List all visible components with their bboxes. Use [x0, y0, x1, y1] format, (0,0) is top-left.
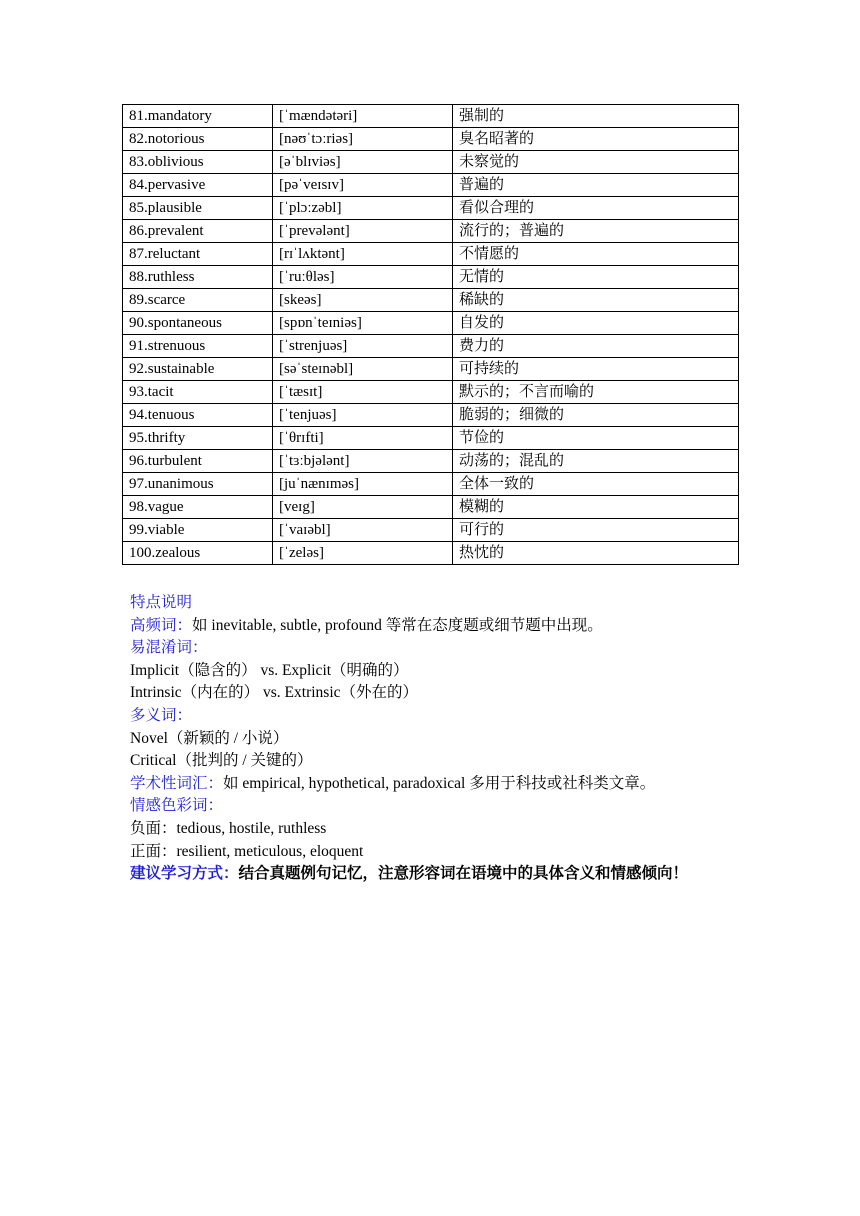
phonetic-cell: [ˈplɔːzəbl]	[273, 197, 453, 220]
table-row	[123, 404, 739, 427]
confusable-label: 易混淆词：	[130, 639, 208, 657]
phonetic-cell: [veɪg]	[273, 496, 453, 519]
negative-words: 负面：tedious, hostile, ruthless	[130, 819, 327, 837]
phonetic-cell: [səˈsteɪnəbl]	[273, 358, 453, 381]
table-row	[123, 220, 739, 243]
table-row	[123, 174, 739, 197]
notes-heading: 特点说明	[130, 594, 193, 611]
table-row	[123, 128, 739, 151]
table-row	[123, 542, 739, 565]
meaning-cell: 臭名昭著的	[453, 128, 739, 151]
notes-section	[130, 592, 750, 886]
table-row	[123, 289, 739, 312]
advice-note	[130, 863, 750, 886]
table-row	[123, 312, 739, 335]
positive-words: 正面：resilient, meticulous, eloquent	[130, 842, 364, 860]
polysemy-label: 多义词：	[130, 706, 193, 724]
word-cell: 93.tacit	[123, 381, 273, 404]
meaning-cell: 流行的；普遍的	[453, 220, 739, 243]
phonetic-cell: [əˈblɪviəs]	[273, 151, 453, 174]
phonetic-cell: [skeəs]	[273, 289, 453, 312]
polysemy-example-1: Novel（新颖的 / 小说）	[130, 729, 289, 747]
meaning-cell: 默示的；不言而喻的	[453, 381, 739, 404]
phonetic-cell: [rɪˈlʌktənt]	[273, 243, 453, 266]
table-row	[123, 381, 739, 404]
meaning-cell: 热忱的	[453, 542, 739, 565]
phonetic-cell: [spɒnˈteɪniəs]	[273, 312, 453, 335]
advice-label: 建议学习方式：	[130, 865, 239, 883]
table-row	[123, 243, 739, 266]
meaning-cell: 脆弱的；细微的	[453, 404, 739, 427]
word-cell: 86.prevalent	[123, 220, 273, 243]
meaning-cell: 普遍的	[453, 174, 739, 197]
phonetic-cell: [juˈnænɪməs]	[273, 473, 453, 496]
phonetic-cell: [nəʊˈtɔːriəs]	[273, 128, 453, 151]
word-cell: 97.unanimous	[123, 473, 273, 496]
word-cell: 96.turbulent	[123, 450, 273, 473]
meaning-cell: 无情的	[453, 266, 739, 289]
word-cell: 88.ruthless	[123, 266, 273, 289]
meaning-cell: 动荡的；混乱的	[453, 450, 739, 473]
word-cell: 90.spontaneous	[123, 312, 273, 335]
table-row	[123, 427, 739, 450]
confusable-pair-2: Intrinsic（内在的） vs. Extrinsic（外在的）	[130, 684, 419, 702]
table-row	[123, 496, 739, 519]
emotion-label: 情感色彩词：	[130, 797, 224, 815]
table-row	[123, 151, 739, 174]
table-row	[123, 473, 739, 496]
phonetic-cell: [ˈmændətəri]	[273, 105, 453, 128]
meaning-cell: 模糊的	[453, 496, 739, 519]
phonetic-cell: [ˈtɜːbjələnt]	[273, 450, 453, 473]
meaning-cell: 费力的	[453, 335, 739, 358]
meaning-cell: 可行的	[453, 519, 739, 542]
table-row	[123, 358, 739, 381]
meaning-cell: 自发的	[453, 312, 739, 335]
phonetic-cell: [ˈzeləs]	[273, 542, 453, 565]
phonetic-cell: [pəˈveɪsɪv]	[273, 174, 453, 197]
word-cell: 95.thrifty	[123, 427, 273, 450]
high-frequency-text: 如 inevitable, subtle, profound 等常在态度题或细节题中出现。	[192, 616, 603, 634]
word-cell: 99.viable	[123, 519, 273, 542]
table-row	[123, 105, 739, 128]
confusable-pair-1: Implicit（隐含的） vs. Explicit（明确的）	[130, 661, 409, 679]
vocabulary-table	[122, 104, 739, 565]
word-cell: 84.pervasive	[123, 174, 273, 197]
polysemy-example-2: Critical（批判的 / 关键的）	[130, 752, 313, 770]
word-cell: 94.tenuous	[123, 404, 273, 427]
meaning-cell: 看似合理的	[453, 197, 739, 220]
word-cell: 91.strenuous	[123, 335, 273, 358]
meaning-cell: 不情愿的	[453, 243, 739, 266]
phonetic-cell: [ˈvaɪəbl]	[273, 519, 453, 542]
table-row	[123, 335, 739, 358]
word-cell: 87.reluctant	[123, 243, 273, 266]
meaning-cell: 可持续的	[453, 358, 739, 381]
vocabulary-table-body	[123, 105, 739, 565]
table-row	[123, 266, 739, 289]
phonetic-cell: [ˈtæsɪt]	[273, 381, 453, 404]
phonetic-cell: [ˈstrenjuəs]	[273, 335, 453, 358]
phonetic-cell: [ˈtenjuəs]	[273, 404, 453, 427]
academic-note	[130, 773, 750, 796]
advice-text: 结合真题例句记忆，注意形容词在语境中的具体含义和情感倾向！	[238, 865, 689, 883]
word-cell: 89.scarce	[123, 289, 273, 312]
meaning-cell: 稀缺的	[453, 289, 739, 312]
meaning-cell: 全体一致的	[453, 473, 739, 496]
table-row	[123, 197, 739, 220]
word-cell: 81.mandatory	[123, 105, 273, 128]
high-frequency-note	[130, 615, 750, 638]
word-cell: 85.plausible	[123, 197, 273, 220]
phonetic-cell: [ˈθrɪfti]	[273, 427, 453, 450]
high-frequency-label: 高频词：	[130, 616, 193, 634]
academic-text: 如 empirical, hypothetical, paradoxical 多用于科技或社科类文章。	[223, 774, 656, 792]
phonetic-cell: [ˈruːθləs]	[273, 266, 453, 289]
meaning-cell: 节俭的	[453, 427, 739, 450]
table-row	[123, 450, 739, 473]
word-cell: 82.notorious	[123, 128, 273, 151]
academic-label: 学术性词汇：	[130, 774, 224, 792]
meaning-cell: 强制的	[453, 105, 739, 128]
word-cell: 83.oblivious	[123, 151, 273, 174]
table-row	[123, 519, 739, 542]
word-cell: 100.zealous	[123, 542, 273, 565]
word-cell: 92.sustainable	[123, 358, 273, 381]
phonetic-cell: [ˈprevələnt]	[273, 220, 453, 243]
word-cell: 98.vague	[123, 496, 273, 519]
meaning-cell: 未察觉的	[453, 151, 739, 174]
